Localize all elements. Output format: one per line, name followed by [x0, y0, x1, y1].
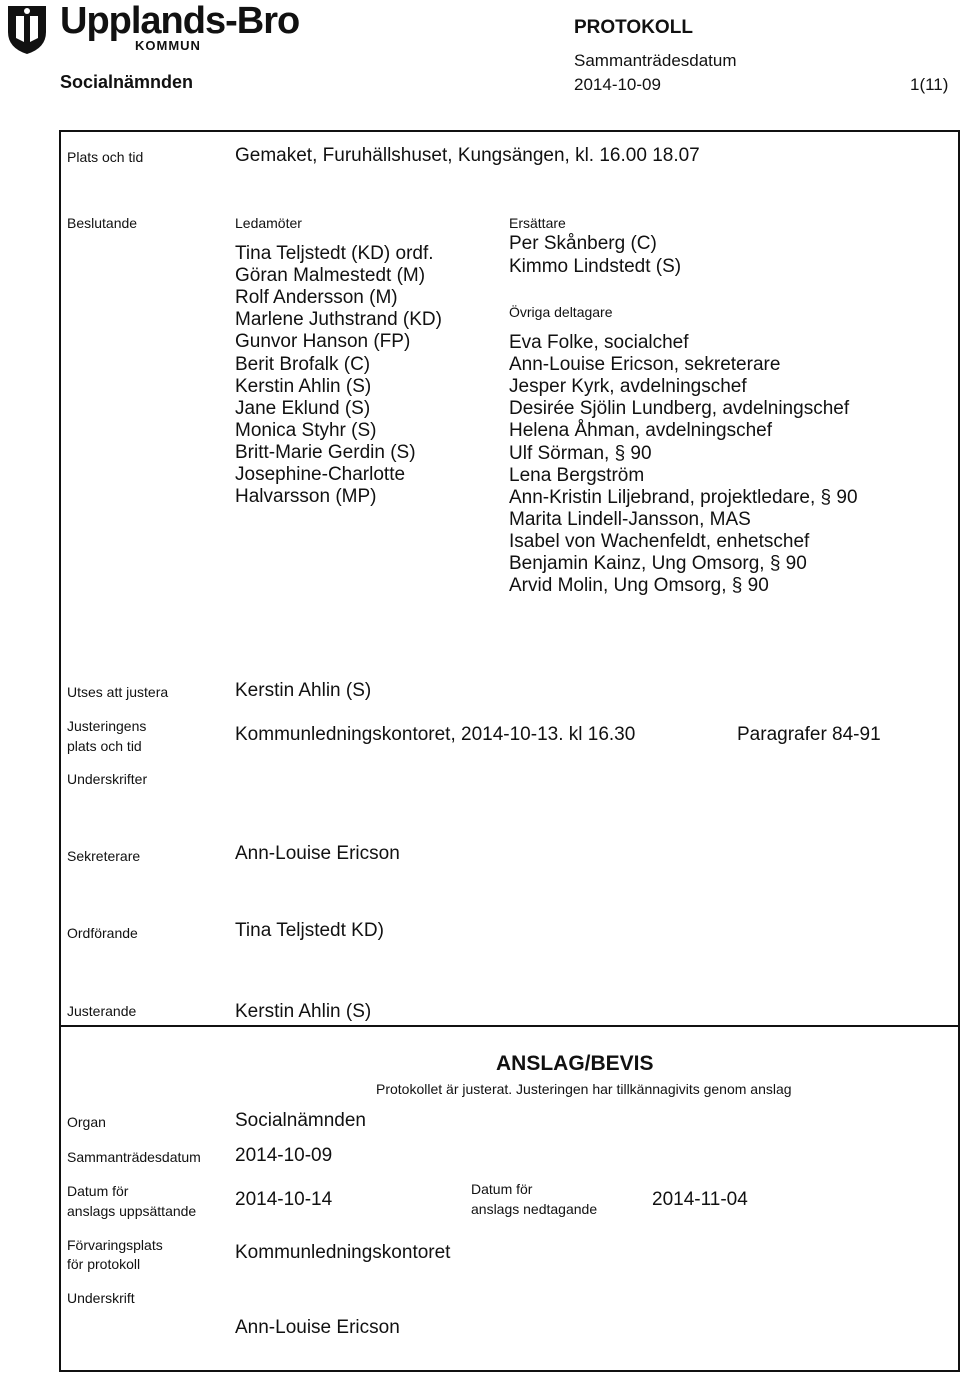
member-name: Josephine-Charlotte: [235, 464, 406, 485]
adjuster-sign-label: Justerande: [67, 1003, 137, 1019]
adjust-place-label-1: Justeringens: [67, 718, 147, 734]
participant-name: Eva Folke, socialchef: [509, 332, 689, 353]
member-name: Halvarsson (MP): [235, 486, 377, 508]
member-name: Berit Brofalk (C): [235, 353, 371, 375]
notice-subtitle: Protokollet är justerat. Justeringen har tillkännagivits genom anslag: [376, 1081, 792, 1097]
member-name: Tina Teljstedt (KD) ordf.: [235, 243, 434, 264]
place-label: Plats och tid: [67, 149, 144, 165]
adjuster-sign-name: Kerstin Ahlin (S): [235, 1001, 372, 1022]
member-name: Göran Malmestedt (M): [235, 265, 426, 287]
substitute-name: Per Skånberg (C): [509, 233, 657, 254]
member-name: Kerstin Ahlin (S): [235, 375, 372, 397]
meeting-date: 2014-10-09: [235, 1145, 333, 1166]
participant-name: Lena Bergström: [509, 464, 645, 486]
member-name: Gunvor Hanson (FP): [235, 331, 411, 353]
participant-name: Marita Lindell-Jansson, MAS: [509, 508, 751, 530]
participant-name: Jesper Kyrk, avdelningschef: [509, 376, 747, 398]
page-number: 1(11): [910, 75, 949, 94]
signatures-label: Underskrifter: [67, 771, 148, 787]
document-type: PROTOKOLL: [574, 17, 693, 38]
header-date: 2014-10-09: [574, 75, 661, 94]
member-name: Marlene Juthstrand (KD): [235, 309, 442, 331]
organ-value: Socialnämnden: [235, 1110, 366, 1131]
secretary-name: Ann-Louise Ericson: [235, 843, 400, 864]
adjuster-value: Kerstin Ahlin (S): [235, 680, 372, 701]
storage-label-1: Förvaringsplats: [67, 1237, 163, 1253]
municipality-crest-icon: [4, 2, 50, 56]
paragraphs: Paragrafer 84-91: [737, 724, 881, 745]
decision-label: Beslutande: [67, 215, 138, 231]
logo-name: Upplands-Bro: [60, 0, 300, 42]
notice-title: ANSLAG/BEVIS: [496, 1052, 654, 1075]
participant-name: Ulf Sörman, § 90: [509, 442, 652, 464]
posted-date: 2014-10-14: [235, 1189, 333, 1210]
signature-name: Ann-Louise Ericson: [235, 1317, 400, 1338]
section-divider: [60, 1025, 959, 1027]
member-name: Monica Styhr (S): [235, 419, 377, 441]
header-date-label: Sammanträdesdatum: [574, 51, 737, 70]
posted-label-2: anslags uppsättande: [67, 1203, 197, 1219]
member-name: Rolf Andersson (M): [235, 287, 398, 309]
participant-name: Ann-Kristin Liljebrand, projektledare, § 90: [509, 486, 858, 508]
logo-subtitle: KOMMUN: [135, 38, 201, 53]
participant-name: Benjamin Kainz, Ung Omsorg, § 90: [509, 553, 807, 574]
participant-name: Desirée Sjölin Lundberg, avdelningschef: [509, 398, 850, 420]
participant-name: Helena Åhman, avdelningschef: [509, 420, 773, 442]
chair-name: Tina Teljstedt KD): [235, 920, 384, 941]
member-name: Jane Eklund (S): [235, 397, 371, 419]
secretary-label: Sekreterare: [67, 848, 141, 864]
adjuster-label: Utses att justera: [67, 684, 169, 700]
storage-label-2: för protokoll: [67, 1256, 141, 1272]
signature-label: Underskrift: [67, 1290, 135, 1306]
substitutes-label: Ersättare: [509, 215, 566, 231]
others-label: Övriga deltagare: [509, 304, 613, 320]
place-value: Gemaket, Furuhällshuset, Kungsängen, kl. 16.00 18.07: [235, 145, 700, 166]
storage-value: Kommunledningskontoret: [235, 1242, 451, 1263]
member-name: Britt-Marie Gerdin (S): [235, 441, 416, 463]
removed-label-1: Datum för: [471, 1181, 533, 1197]
participant-name: Arvid Molin, Ung Omsorg, § 90: [509, 575, 769, 597]
organ-label: Organ: [67, 1114, 106, 1130]
meeting-date-label: Sammanträdesdatum: [67, 1149, 201, 1165]
substitute-name: Kimmo Lindstedt (S): [509, 255, 682, 277]
participant-name: Ann-Louise Ericson, sekreterare: [509, 354, 781, 376]
department-name: Socialnämnden: [60, 72, 194, 92]
adjust-place-label-2: plats och tid: [67, 738, 142, 754]
removed-date: 2014-11-04: [652, 1189, 748, 1210]
adjust-place-value: Kommunledningskontoret, 2014-10-13. kl 16.30: [235, 724, 636, 745]
posted-label-1: Datum för: [67, 1183, 129, 1199]
removed-label-2: anslags nedtagande: [471, 1201, 598, 1217]
members-label: Ledamöter: [235, 215, 302, 231]
participant-name: Isabel von Wachenfeldt, enhetschef: [509, 530, 810, 552]
chair-label: Ordförande: [67, 925, 138, 941]
